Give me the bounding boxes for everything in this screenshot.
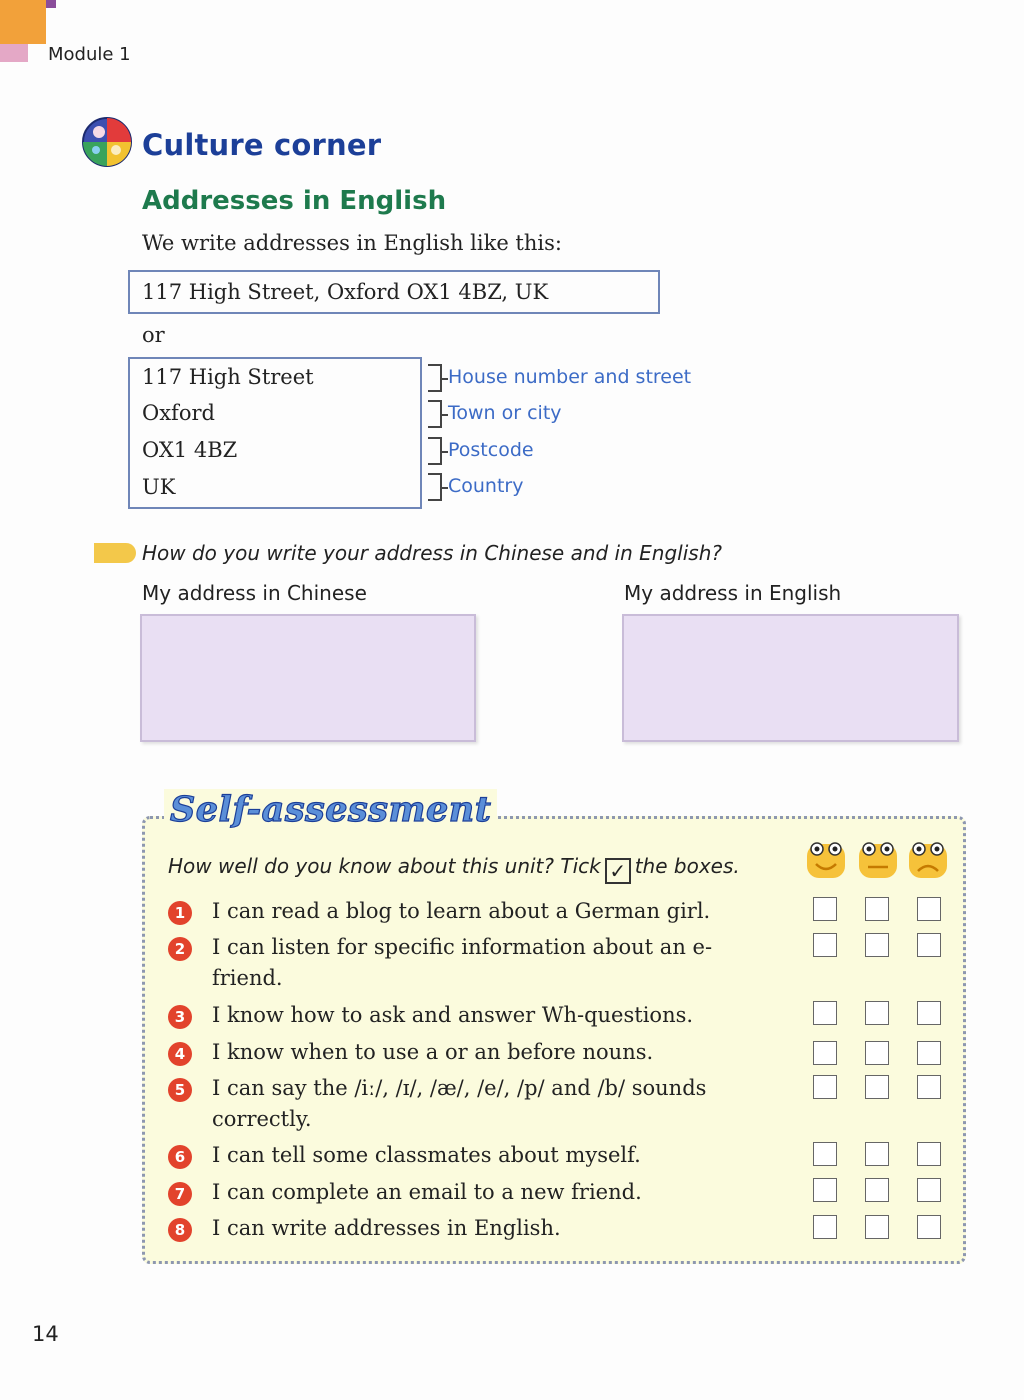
checkbox-good-4[interactable] (813, 1041, 837, 1065)
chinese-address-box[interactable] (140, 614, 476, 742)
checkbox-poor-4[interactable] (917, 1041, 941, 1065)
address-line-postcode: OX1 4BZ (142, 438, 238, 462)
happy-face-icon (806, 840, 846, 880)
self-assessment-title: Self-assessment (164, 789, 497, 830)
checkbox-ok-5[interactable] (865, 1075, 889, 1099)
checkbox-good-7[interactable] (813, 1178, 837, 1202)
checkbox-poor-5[interactable] (917, 1075, 941, 1099)
checkbox-ok-3[interactable] (865, 1001, 889, 1025)
culture-globe-icon (80, 116, 134, 168)
checkbox-good-5[interactable] (813, 1075, 837, 1099)
item-number-badge: 6 (168, 1145, 192, 1169)
bracket-icon (428, 400, 442, 428)
bracket-icon (428, 437, 442, 465)
item-number-badge: 1 (168, 901, 192, 925)
checkbox-ok-4[interactable] (865, 1041, 889, 1065)
item-number-badge: 5 (168, 1078, 192, 1102)
statement-3: I know how to ask and answer Wh-questions. (212, 1003, 694, 1027)
checkbox-ok-7[interactable] (865, 1178, 889, 1202)
checkbox-poor-3[interactable] (917, 1001, 941, 1025)
checkbox-good-6[interactable] (813, 1142, 837, 1166)
checkbox-poor-2[interactable] (917, 933, 941, 957)
note-house-number: House number and street (448, 366, 692, 388)
bracket-icon (428, 473, 442, 501)
corner-decoration-orange (0, 0, 46, 44)
single-line-address: 117 High Street, Oxford OX1 4BZ, UK (142, 280, 549, 304)
checkbox-poor-1[interactable] (917, 897, 941, 921)
culture-corner-title: Culture corner (142, 128, 382, 162)
address-line-city: Oxford (142, 401, 215, 425)
address-line-country: UK (142, 475, 176, 499)
addresses-intro: We write addresses in English like this: (142, 231, 562, 255)
addresses-heading: Addresses in English (142, 186, 447, 216)
checkbox-ok-1[interactable] (865, 897, 889, 921)
bracket-icon (428, 364, 442, 392)
item-number-badge: 8 (168, 1218, 192, 1242)
item-number-badge: 2 (168, 937, 192, 961)
item-number-badge: 7 (168, 1182, 192, 1206)
statement-8: I can write addresses in English. (212, 1216, 561, 1240)
task-question: How do you write your address in Chinese and in English? (142, 541, 722, 565)
checkbox-good-2[interactable] (813, 933, 837, 957)
note-town: Town or city (448, 402, 562, 424)
statement-2: I can listen for specific information about an e-friend. (212, 935, 713, 990)
checkbox-ok-8[interactable] (865, 1215, 889, 1239)
multi-line-address-box (128, 357, 422, 509)
checkbox-good-3[interactable] (813, 1001, 837, 1025)
sad-face-icon (908, 840, 948, 880)
note-postcode: Postcode (448, 439, 534, 461)
module-label: Module 1 (48, 44, 131, 65)
statement-5: I can say the /iː/, /ɪ/, /æ/, /e/, /p/ and /b/ sounds correctly. (212, 1076, 707, 1131)
single-line-address-box (128, 270, 660, 314)
self-assessment-question (168, 854, 740, 884)
item-number-badge: 4 (168, 1042, 192, 1066)
checkbox-good-1[interactable] (813, 897, 837, 921)
checkbox-ok-2[interactable] (865, 933, 889, 957)
tick-icon: ✓ (605, 858, 631, 884)
item-number-badge: 3 (168, 1005, 192, 1029)
question-text-start: How well do you know about this unit? Tick (168, 854, 601, 878)
or-text: or (142, 323, 165, 347)
neutral-face-icon (858, 840, 898, 880)
checkbox-poor-6[interactable] (917, 1142, 941, 1166)
corner-decoration-pink (0, 44, 28, 62)
page-number: 14 (32, 1322, 59, 1346)
checkbox-good-8[interactable] (813, 1215, 837, 1239)
note-country: Country (448, 475, 524, 497)
checkbox-poor-7[interactable] (917, 1178, 941, 1202)
checkbox-ok-6[interactable] (865, 1142, 889, 1166)
corner-decoration-purple (46, 0, 56, 8)
statement-6: I can tell some classmates about myself. (212, 1143, 641, 1167)
checkbox-poor-8[interactable] (917, 1215, 941, 1239)
statement-7: I can complete an email to a new friend. (212, 1180, 642, 1204)
english-address-box[interactable] (622, 614, 959, 742)
question-text-end: the boxes. (634, 854, 740, 878)
english-address-label: My address in English (624, 581, 842, 605)
task-marker (94, 543, 136, 563)
statement-4: I know when to use a or an before nouns. (212, 1040, 654, 1064)
chinese-address-label: My address in Chinese (142, 581, 367, 605)
address-line-street: 117 High Street (142, 365, 314, 389)
statement-1: I can read a blog to learn about a German girl. (212, 899, 711, 923)
